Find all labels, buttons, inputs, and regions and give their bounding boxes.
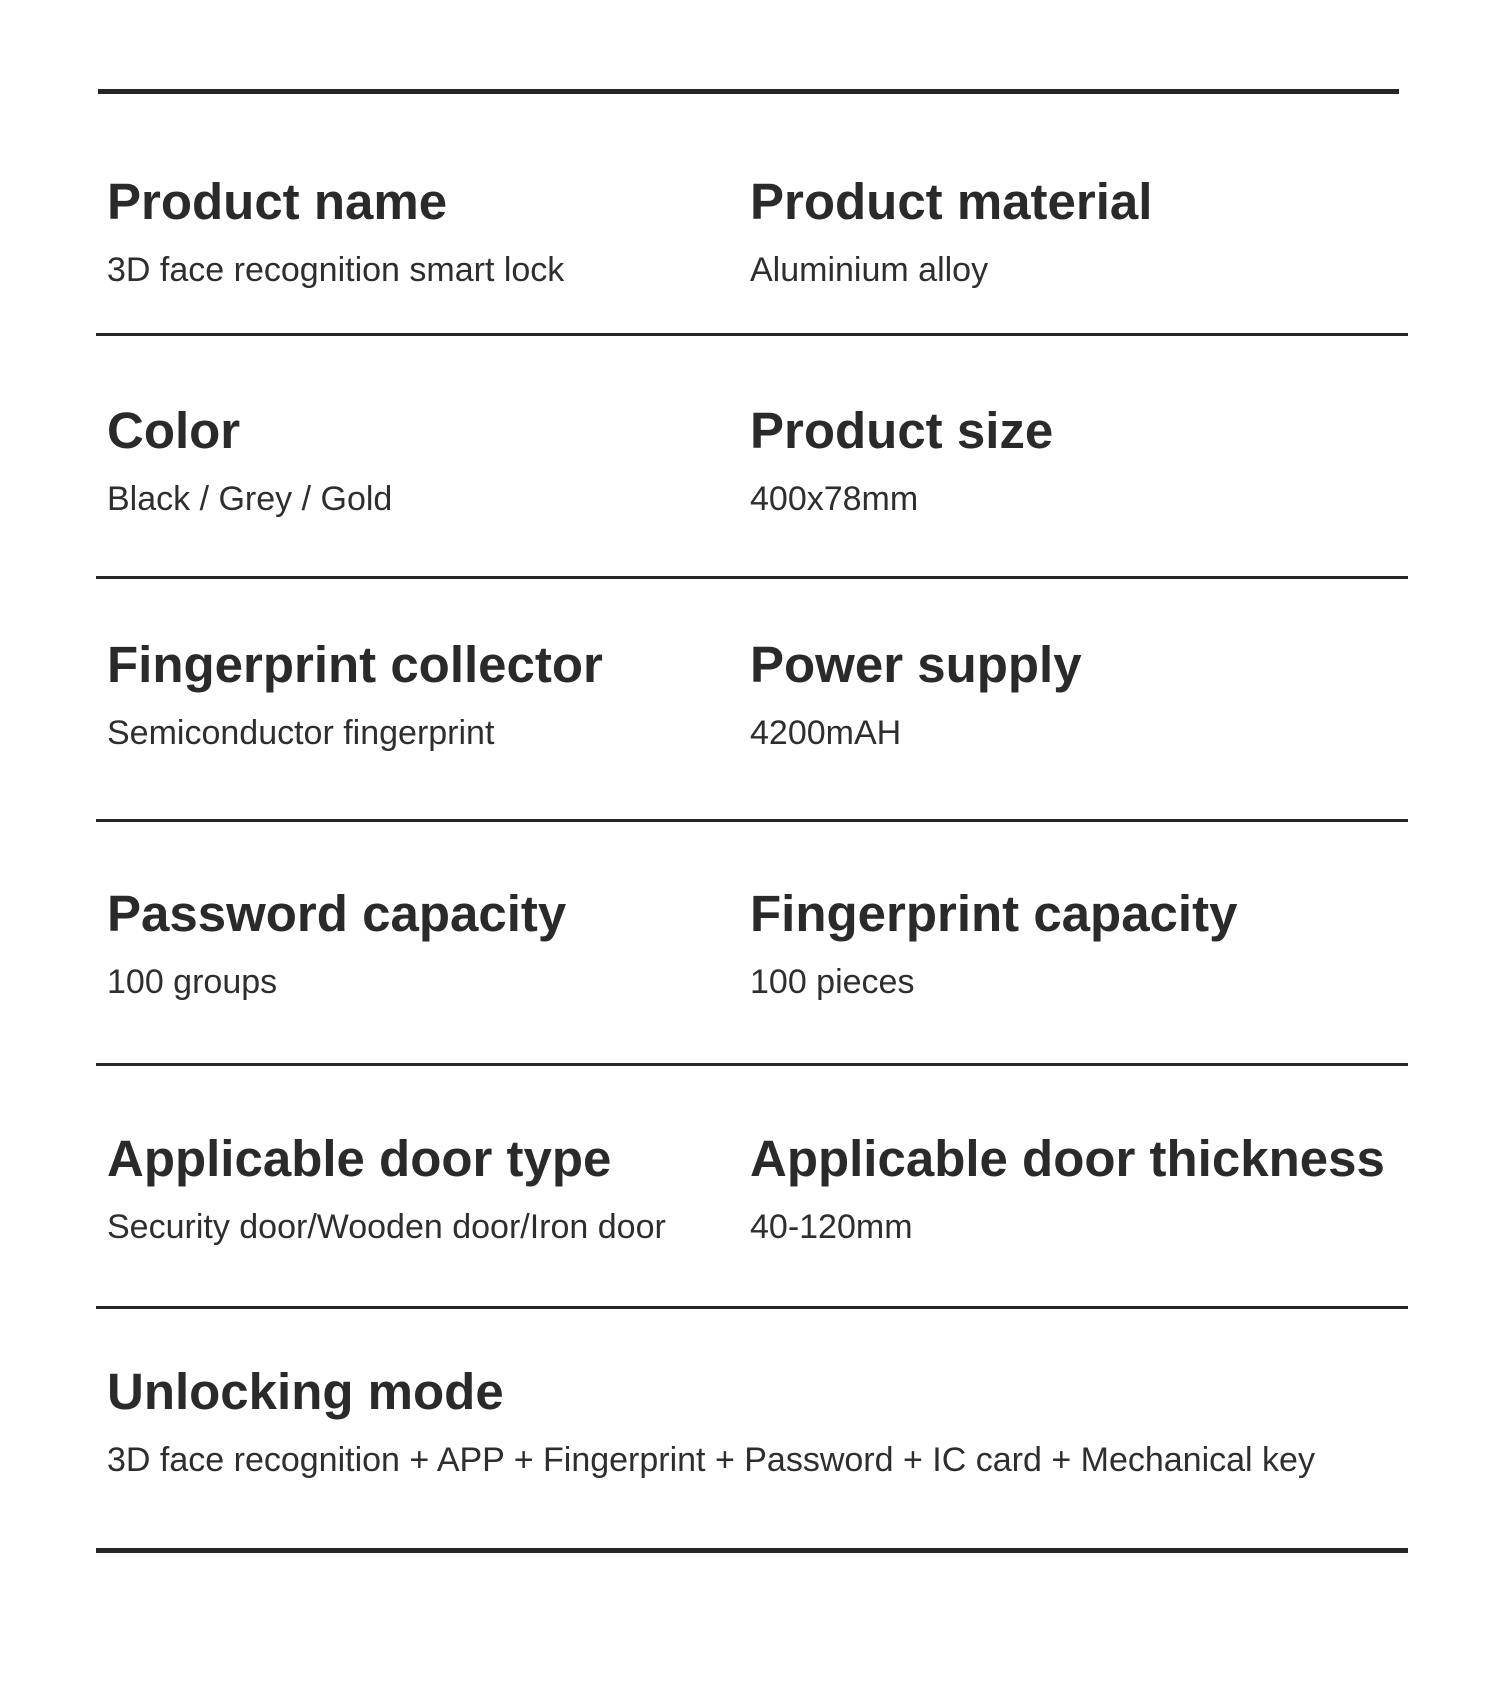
spec-unlocking-mode bbox=[107, 1363, 1315, 1479]
spec-power-supply bbox=[750, 636, 1082, 752]
spec-value: Semiconductor fingerprint bbox=[107, 714, 495, 752]
spec-applicable-door-thickness bbox=[750, 1130, 1385, 1246]
spec-label: Color bbox=[107, 402, 241, 459]
row-divider bbox=[96, 819, 1408, 822]
spec-label: Applicable door thickness bbox=[750, 1130, 1385, 1187]
spec-label: Product size bbox=[750, 402, 1054, 459]
spec-value: Aluminium alloy bbox=[750, 251, 989, 289]
row-divider bbox=[96, 1063, 1408, 1066]
spec-value: 4200mAH bbox=[750, 714, 902, 752]
spec-label: Power supply bbox=[750, 636, 1082, 693]
spec-fingerprint-collector bbox=[107, 636, 603, 752]
spec-label: Fingerprint collector bbox=[107, 636, 603, 693]
row-divider bbox=[96, 333, 1408, 336]
spec-label: Unlocking mode bbox=[107, 1363, 504, 1420]
spec-label: Applicable door type bbox=[107, 1130, 612, 1187]
spec-value: 40-120mm bbox=[750, 1208, 913, 1246]
spec-value: 3D face recognition + APP + Fingerprint + Password + IC card + Mechanical key bbox=[107, 1441, 1315, 1479]
row-divider bbox=[96, 576, 1408, 579]
spec-applicable-door-type bbox=[107, 1130, 666, 1246]
spec-value: 3D face recognition smart lock bbox=[107, 251, 565, 289]
spec-value: 100 groups bbox=[107, 963, 278, 1001]
spec-value: 400x78mm bbox=[750, 480, 919, 518]
spec-product-size bbox=[750, 402, 1054, 518]
row-divider bbox=[96, 1306, 1408, 1309]
spec-label: Product material bbox=[750, 173, 1153, 230]
spec-value: Black / Grey / Gold bbox=[107, 480, 393, 518]
spec-label: Fingerprint capacity bbox=[750, 885, 1238, 942]
spec-fingerprint-capacity bbox=[750, 885, 1238, 1001]
spec-value: 100 pieces bbox=[750, 963, 915, 1001]
spec-value: Security door/Wooden door/Iron door bbox=[107, 1208, 666, 1246]
spec-color bbox=[107, 402, 393, 518]
bottom-divider bbox=[96, 1548, 1408, 1553]
top-divider bbox=[98, 89, 1399, 94]
spec-product-material bbox=[750, 173, 1153, 289]
spec-product-name bbox=[107, 173, 565, 289]
spec-label: Product name bbox=[107, 173, 448, 230]
spec-label: Password capacity bbox=[107, 885, 567, 942]
spec-password-capacity bbox=[107, 885, 567, 1001]
